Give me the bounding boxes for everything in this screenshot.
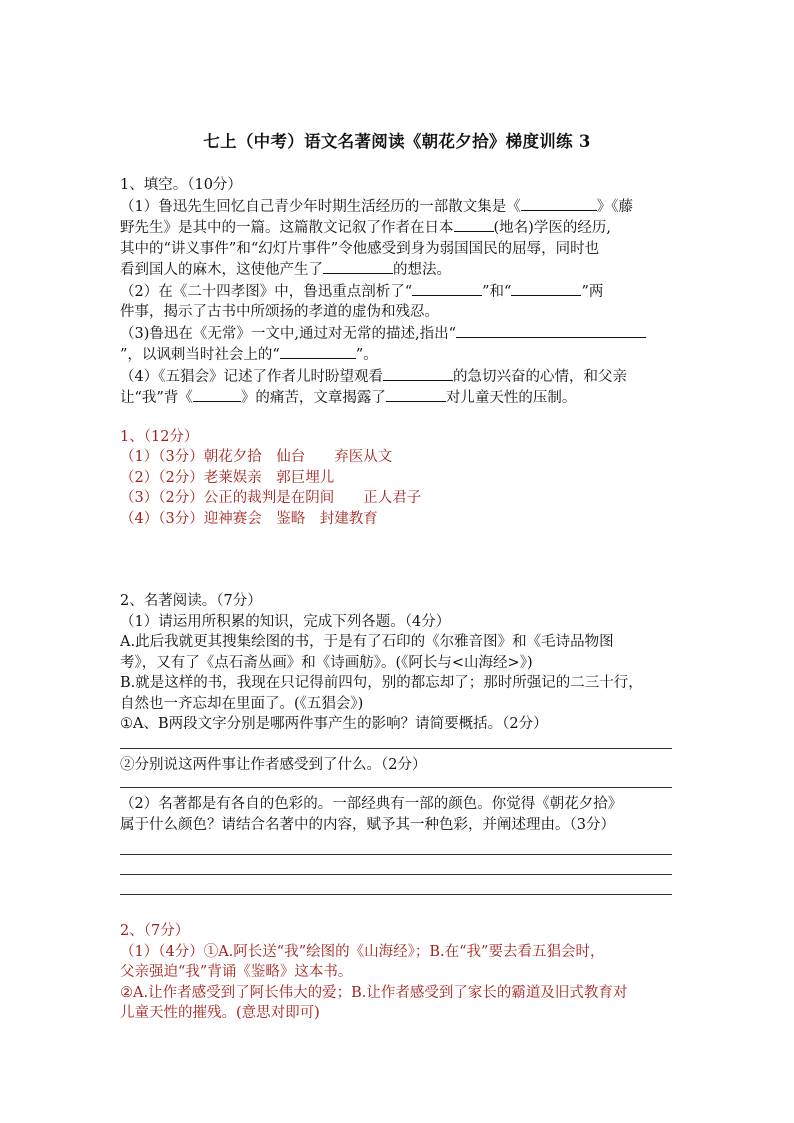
a2-text: ①A.阿长送“我”绘图的《山海经》；B.在“我”要去看五猖会时，: [203, 943, 605, 960]
fill-blank[interactable]: [454, 217, 494, 232]
a1-line: （3）（2分）公正的裁判是在阴间 正人君子: [120, 490, 422, 506]
q1-text: 的急切兴奋的心情，和父亲: [452, 368, 627, 385]
q2-line: ②分别说这两件事让作者感受到了什么。（2分）: [120, 756, 427, 773]
q1-part2-line1: [120, 281, 680, 303]
q1-part4-line1: [120, 366, 680, 388]
fill-blank[interactable]: [511, 281, 581, 296]
q1-part1-line1: [120, 196, 680, 218]
q1-text: 野先生》是其中的一篇。这篇散文记叙了作者在日本: [120, 220, 454, 236]
a2-line: 儿童天性的摧残。(意思对即可): [120, 1005, 320, 1021]
q2-line: 自然也一齐忘却在里面了。(《五猖会》): [120, 695, 364, 712]
q1-part1-line4: [120, 259, 680, 281]
q1-text: 看到国人的麻木，这使他产生了: [120, 262, 323, 278]
q1-text: 》的痛苦，文章揭露了: [240, 390, 386, 406]
page-title: 七上（中考）语文名著阅读《朝花夕拾》梯度训练 3: [203, 132, 591, 151]
fill-blank[interactable]: [323, 259, 393, 274]
a1-line: （1）（3分）朝花夕拾 仙台 弃医从文: [120, 449, 393, 465]
q2-line: （1）请运用所积累的知识，完成下列各题。（4分）: [120, 613, 451, 630]
fill-blank[interactable]: [193, 387, 241, 402]
q2-line: 属于什么颜色？请结合名著中的内容，赋予其一种色彩，并阐述理由。（3分）: [120, 816, 615, 833]
q2-heading: 2、名著阅读。（7分）: [120, 593, 262, 609]
q1-text: ”，以讽刺当时社会上的“: [120, 347, 280, 363]
a1-line: （4）（3分）迎神赛会 鉴略 封建教育: [120, 510, 378, 527]
a2-line: 父亲强迫“我”背诵《鉴略》这本书。: [120, 964, 353, 980]
fill-blank[interactable]: [456, 323, 646, 338]
q1-text: ”和“: [482, 283, 512, 300]
q2-line: A.此后我就更其搜集绘图的书，于是有了石印的《尔雅音图》和《毛诗品物图: [120, 634, 614, 650]
q1-text: 对儿童天性的压制。: [445, 390, 577, 406]
q2-line: （2）名著都是有各自的色彩的。一部经典有一部的颜色。你觉得《朝花夕拾》: [120, 796, 623, 812]
q1-text: 的想法。: [393, 262, 451, 278]
q1-part1-line3: 其中的“讲义事件”和“幻灯片事件”令他感受到身为弱国国民的屈辱，同时也: [120, 240, 600, 257]
fill-blank[interactable]: [521, 196, 597, 211]
worksheet-content: [120, 175, 680, 1024]
a2-heading: 2、（7分）: [120, 923, 190, 939]
q2-line: 考》，又有了《点石斋丛画》和《诗画舫》。(《阿长与<山海经>》): [120, 654, 533, 671]
a1-heading: 1、（12分）: [120, 428, 199, 445]
q1-part3-line2: [120, 344, 680, 366]
q1-heading: 1、填空。（10分）: [120, 177, 242, 193]
a2-line: ②A.让作者感受到了阿长伟大的爱；B.让作者感受到了家长的霸道及旧式教育对: [120, 984, 628, 1001]
q1-text: (地名)学医的经历,: [493, 220, 611, 236]
fill-blank[interactable]: [412, 281, 482, 296]
fill-blank[interactable]: [280, 344, 356, 359]
q1-part4-line2: [120, 387, 680, 409]
q1-text: 》《藤: [596, 198, 633, 215]
q1-text: ”两: [581, 283, 604, 300]
a2-text: （1）（4分）: [120, 943, 204, 960]
q1-part3-line1: [120, 323, 680, 345]
q1-text: 让“我”背《: [120, 390, 193, 406]
q2-line: ①A、B两段文字分别是哪两件事产生的影响？请简要概括。（2分）: [120, 716, 548, 732]
q1-text: （1）鲁迅先生回忆自己青少年时期生活经历的一部散文集是《: [120, 198, 521, 215]
q1-part1-line2: [120, 217, 680, 239]
fill-blank[interactable]: [386, 387, 446, 402]
a1-line: （2）（2分）老莱娱亲 郭巨埋儿: [120, 469, 335, 486]
a2-line: [120, 942, 680, 963]
q1-text: ”。: [355, 347, 378, 363]
fill-blank[interactable]: [383, 366, 453, 381]
q2-line: B.就是这样的书，我现在只记得前四句，别的都忘却了；那时所强记的二三十行，: [120, 675, 643, 691]
q1-text: （4）《五猖会》记述了作者儿时盼望观看: [120, 368, 383, 385]
q1-text: （3)鲁迅在《无常》一文中,通过对无常的描述,指出“: [120, 325, 457, 342]
q1-part2-line2: 件事，揭示了古书中所颂扬的孝道的虚伪和残忍。: [120, 304, 439, 320]
q1-text: （2）在《二十四孝图》中，鲁迅重点剖析了“: [120, 283, 413, 300]
